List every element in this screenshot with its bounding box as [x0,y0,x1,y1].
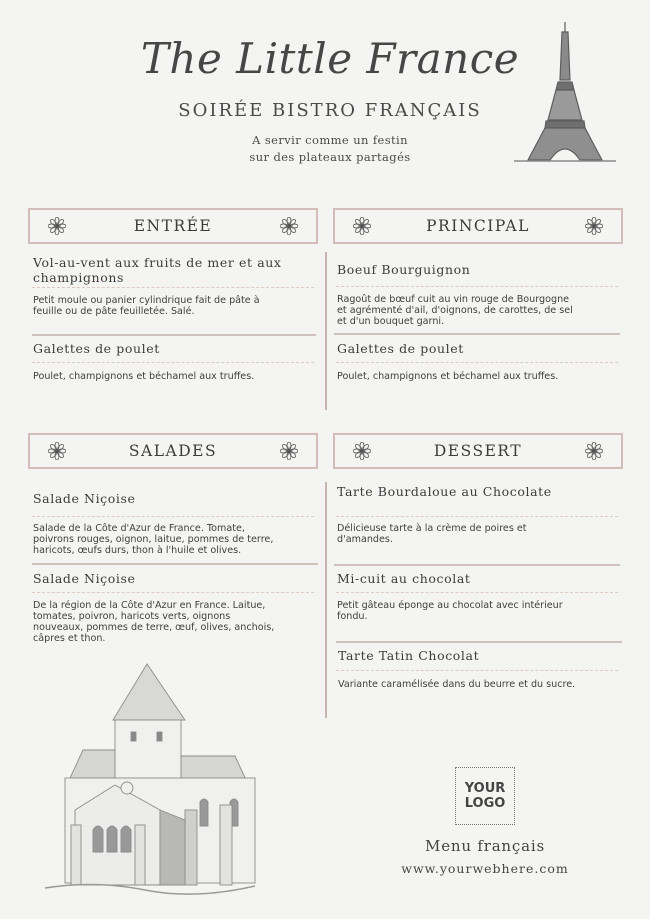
flower-ornament-icon [585,217,603,235]
flower-ornament-icon [48,217,66,235]
desc-line: feuille ou de pâte feuilletée. Salé. [33,306,195,317]
section-title: DESSERT [433,442,523,460]
tagline-line: sur des plateaux partagés [249,150,411,164]
menu-item-description [33,295,260,317]
logo-text: YOUR [464,781,506,796]
dashed-divider [32,287,314,288]
menu-item-name: Mi-cuit au chocolat [337,571,471,586]
section-title: PRINCIPAL [426,217,530,235]
dashed-divider [336,516,618,517]
menu-item-description [33,600,274,644]
menu-item-description: Poulet, champignons et béchamel aux truffes. [33,371,255,382]
section-header-entree [28,208,318,244]
name-line: champignons [33,270,124,285]
item-divider [32,334,316,336]
item-divider [336,641,622,643]
dashed-divider [336,286,618,287]
flower-ornament-icon [48,442,66,460]
flower-ornament-icon [353,217,371,235]
menu-item-description [337,600,563,622]
dashed-divider [32,516,314,517]
church-illustration [35,660,260,895]
menu-item-name: Tarte Tatin Chocolat [338,648,480,663]
section-title: ENTRÉE [133,217,213,235]
item-divider [334,333,620,335]
menu-item-description [33,523,273,556]
desc-line: tomates, poivron, haricots verts, oignons [33,611,231,622]
desc-line: et d'un bouquet garni. [337,316,445,327]
flower-ornament-icon [353,442,371,460]
column-divider [325,482,327,718]
tagline-line: A servir comme un festin [252,133,408,147]
menu-item-name: Tarte Bourdaloue au Chocolate [337,484,552,499]
menu-item-name [33,255,282,285]
item-divider [334,564,620,566]
tagline [200,132,460,166]
desc-line: Délicieuse tarte à la crème de poires et [337,523,527,534]
menu-item-name: Galettes de poulet [33,341,160,356]
desc-line: haricots, œufs durs, thon à l'huile et olives. [33,545,242,556]
menu-item-description [337,294,573,327]
desc-line: et agrémenté d'ail, d'oignons, de carottes, de sel [337,305,573,316]
dashed-divider [336,670,618,671]
eiffel-tower-illustration [510,20,620,165]
section-header-dessert [333,433,623,469]
section-title: SALADES [128,442,218,460]
menu-item-description [337,523,527,545]
menu-item-name: Boeuf Bourguignon [337,262,471,277]
dashed-divider [32,362,314,363]
menu-subtitle: SOIRÉE BISTRO FRANÇAIS [178,100,482,121]
dashed-divider [336,362,618,363]
logo-text: LOGO [464,796,506,811]
dashed-divider [336,592,618,593]
name-line: Vol-au-vent aux fruits de mer et aux [33,255,282,270]
desc-line: nouveaux, pommes de terre, œuf, olives, anchois, [33,622,275,633]
desc-line: Ragoût de bœuf cuit au vin rouge de Bourgogne [337,294,570,305]
menu-item-name: Galettes de poulet [337,341,464,356]
flower-ornament-icon [280,217,298,235]
menu-item-description: Poulet, champignons et béchamel aux truffes. [337,371,559,382]
dashed-divider [32,592,314,593]
column-divider [325,252,327,410]
desc-line: poivrons rouges, oignon, laitue, pommes de terre, [33,534,274,545]
item-divider [32,563,318,565]
desc-line: Petit moule ou panier cylindrique fait de pâte à [33,295,260,306]
desc-line: Petit gâteau éponge au chocolat avec intérieur [337,600,563,611]
section-header-salades [28,433,318,469]
section-header-principal [333,208,623,244]
desc-line: De la région de la Côte d'Azur en France. Laitue, [33,600,266,611]
desc-line: d'amandes. [337,534,393,545]
desc-line: fondu. [337,611,368,622]
website-link[interactable]: www.yourwebhere.com [401,861,569,876]
restaurant-title: The Little France [140,34,520,83]
menu-item-description: Variante caramélisée dans du beurre et du sucre. [338,679,576,690]
menu-item-name: Salade Niçoise [33,571,136,586]
flower-ornament-icon [585,442,603,460]
desc-line: Salade de la Côte d'Azur de France. Tomate, [33,523,245,534]
logo-placeholder [455,767,515,825]
menu-item-name: Salade Niçoise [33,491,136,506]
flower-ornament-icon [280,442,298,460]
footer-title: Menu français [425,837,545,855]
desc-line: câpres et thon. [33,633,106,644]
